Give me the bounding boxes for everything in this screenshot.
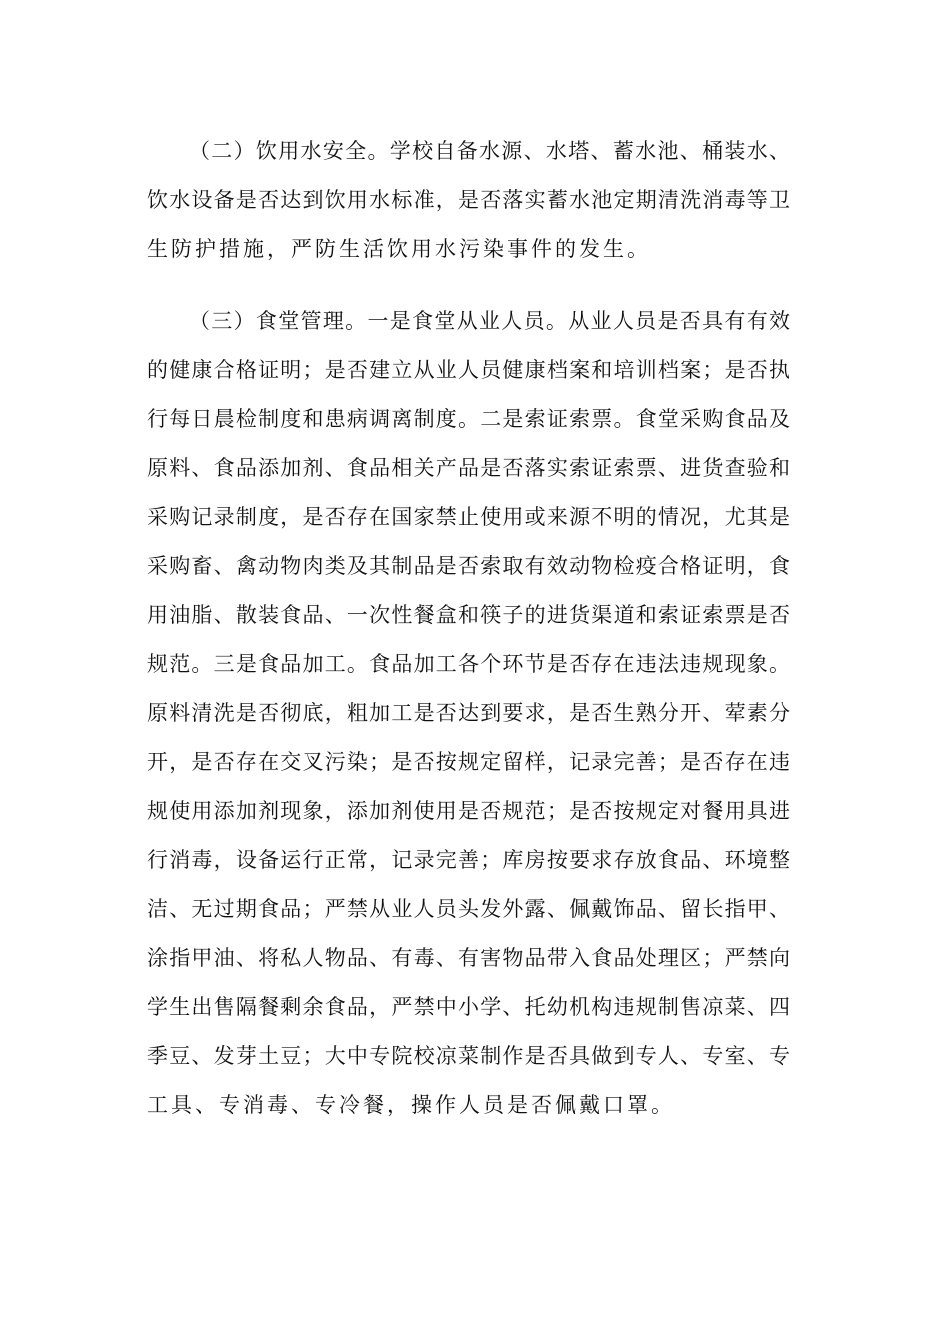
text-line xyxy=(0,1085,950,1125)
line-text: 采购畜、禽动物肉类及其制品是否索取有效动物检疫合格证明，食 xyxy=(147,554,792,578)
text-line xyxy=(0,131,950,171)
line-text: 生防护措施，严防生活饮用水污染事件的发生。 xyxy=(147,237,651,261)
line-text: 饮水设备是否达到饮用水标准，是否落实蓄水池定期清洗消毒等卫 xyxy=(147,188,792,212)
line-text: 涂指甲油、将私人物品、有毒、有害物品带入食品处理区；严禁向 xyxy=(147,946,792,970)
text-line xyxy=(0,840,950,880)
text-line xyxy=(0,350,950,390)
text-line xyxy=(0,301,950,341)
line-text: 行消毒，设备运行正常，记录完善；库房按要求存放食品、环境整 xyxy=(147,848,792,872)
text-line xyxy=(0,693,950,733)
line-text: 用油脂、散装食品、一次性餐盒和筷子的进货渠道和索证索票是否 xyxy=(147,603,792,627)
line-text: 的健康合格证明；是否建立从业人员健康档案和培训档案；是否执 xyxy=(147,358,792,382)
line-text: 规使用添加剂现象，添加剂使用是否规范；是否按规定对餐用具进 xyxy=(147,799,792,823)
line-text: 工具、专消毒、专冷餐，操作人员是否佩戴口罩。 xyxy=(147,1093,675,1117)
line-text: 原料、食品添加剂、食品相关产品是否落实索证索票、进货查验和 xyxy=(147,456,792,480)
line-text: （三）食堂管理。一是食堂从业人员。从业人员是否具有有效 xyxy=(189,309,792,333)
text-line xyxy=(0,644,950,684)
text-line xyxy=(0,987,950,1027)
text-line xyxy=(0,448,950,488)
line-text: 开，是否存在交叉污染；是否按规定留样，记录完善；是否存在违 xyxy=(147,750,792,774)
text-line xyxy=(0,497,950,537)
text-line xyxy=(0,1036,950,1076)
text-line xyxy=(0,546,950,586)
line-text: 学生出售隔餐剩余食品，严禁中小学、托幼机构违规制售凉菜、四 xyxy=(147,995,792,1019)
line-text: 行每日晨检制度和患病调离制度。二是索证索票。食堂采购食品及 xyxy=(147,407,792,431)
line-text: 采购记录制度，是否存在国家禁止使用或来源不明的情况，尤其是 xyxy=(147,505,792,529)
text-line xyxy=(0,229,950,269)
text-line xyxy=(0,742,950,782)
line-text: 季豆、发芽土豆；大中专院校凉菜制作是否具做到专人、专室、专 xyxy=(147,1044,792,1068)
line-text: 洁、无过期食品；严禁从业人员头发外露、佩戴饰品、留长指甲、 xyxy=(147,897,792,921)
line-text: 规范。三是食品加工。食品加工各个环节是否存在违法违规现象。 xyxy=(147,652,792,676)
line-text: 原料清洗是否彻底，粗加工是否达到要求，是否生熟分开、荤素分 xyxy=(147,701,792,725)
text-line xyxy=(0,938,950,978)
text-line xyxy=(0,889,950,929)
text-line xyxy=(0,595,950,635)
text-line xyxy=(0,180,950,220)
line-text: （二）饮用水安全。学校自备水源、水塔、蓄水池、桶装水、 xyxy=(189,139,792,163)
text-line xyxy=(0,791,950,831)
text-line xyxy=(0,399,950,439)
